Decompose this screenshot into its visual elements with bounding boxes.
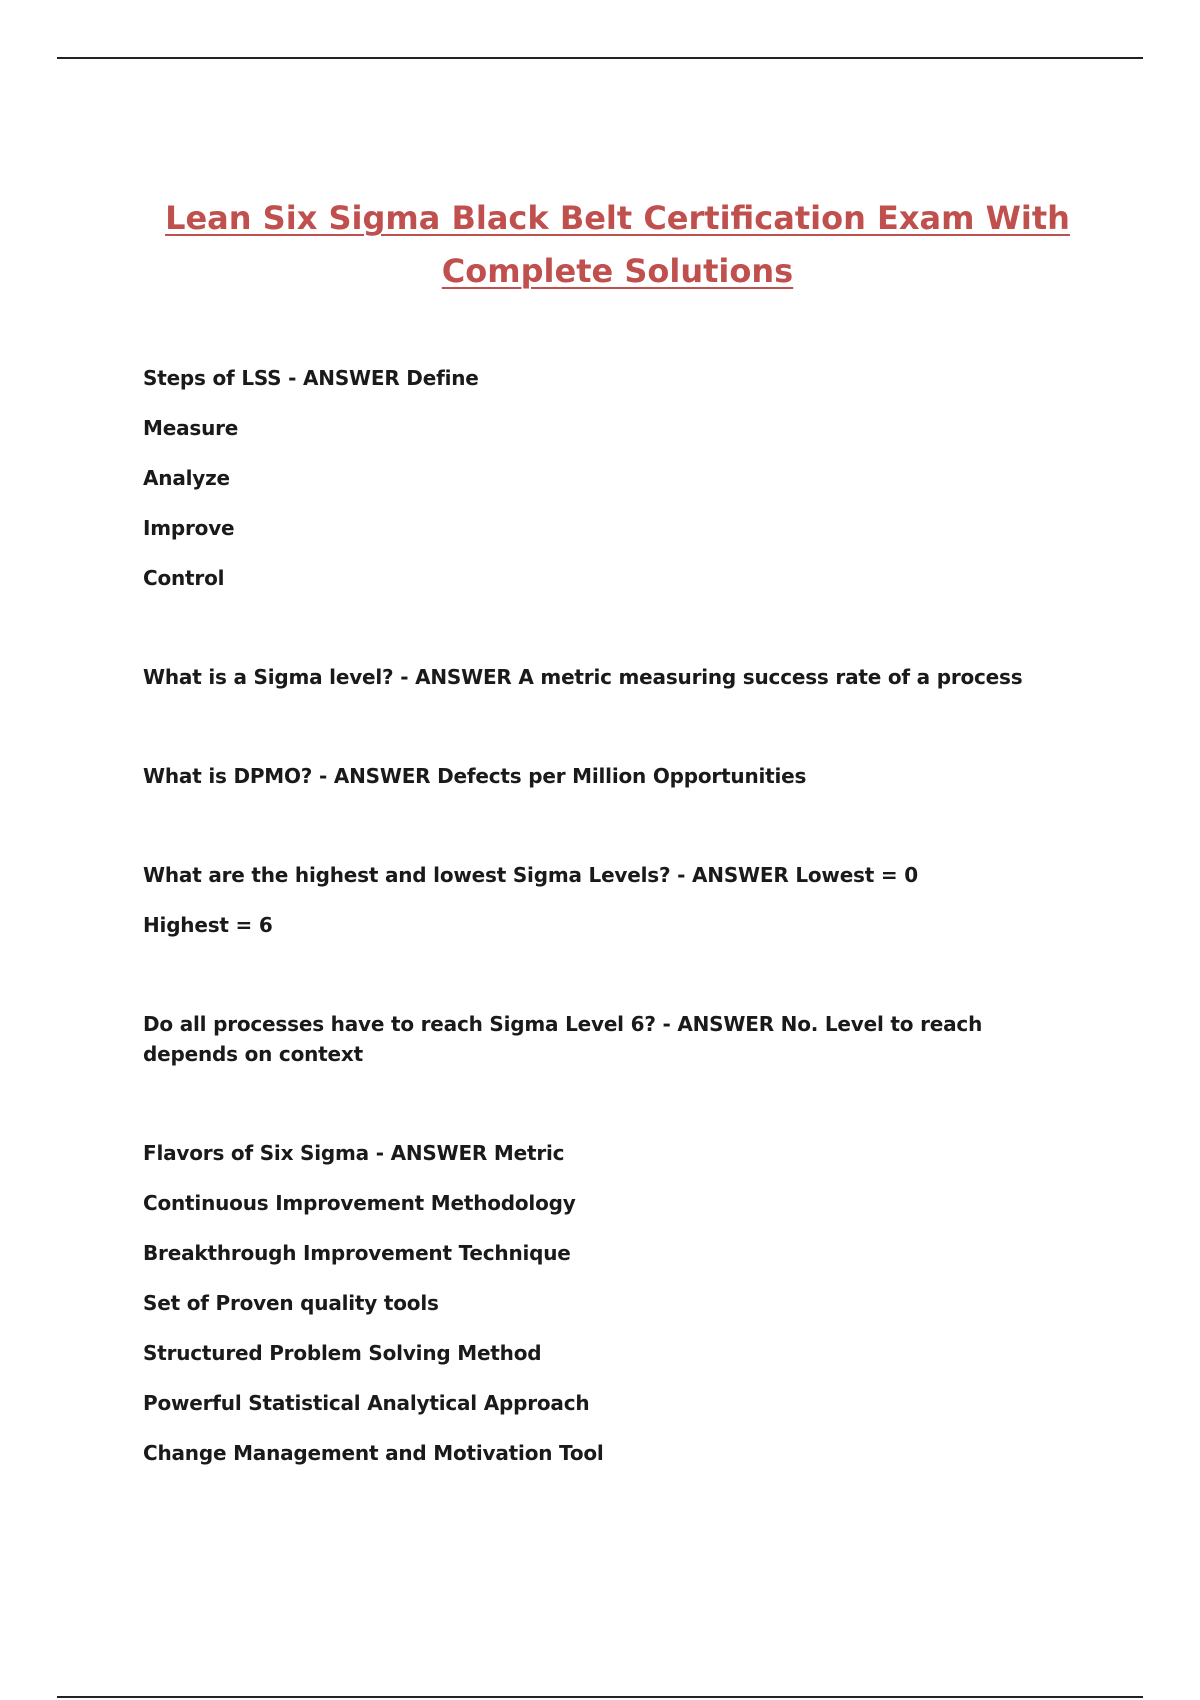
document-title: [120, 192, 1115, 298]
qa-level-six: Do all processes have to reach Sigma Level 6? - ANSWER No. Level to reach depends on context: [143, 1012, 983, 1066]
qa-steps-control: Control: [143, 566, 225, 590]
qa-flavors-breakthrough: Breakthrough Improvement Technique: [143, 1241, 571, 1265]
qa-sigma-level: What is a Sigma level? - ANSWER A metric measuring success rate of a process: [143, 665, 1023, 689]
title-line-2: Complete Solutions: [441, 252, 794, 290]
top-rule: [57, 57, 1143, 59]
qa-steps-improve: Improve: [143, 516, 235, 540]
qa-flavors-statistical: Powerful Statistical Analytical Approach: [143, 1391, 590, 1415]
qa-steps-analyze: Analyze: [143, 466, 230, 490]
qa-highest-value: Highest = 6: [143, 913, 273, 937]
qa-highest-lowest: What are the highest and lowest Sigma Levels? - ANSWER Lowest = 0: [143, 863, 918, 887]
qa-content: [143, 363, 1083, 1468]
qa-flavors-change-management: Change Management and Motivation Tool: [143, 1441, 604, 1465]
qa-flavors-tools: Set of Proven quality tools: [143, 1291, 439, 1315]
qa-dpmo: What is DPMO? - ANSWER Defects per Million Opportunities: [143, 764, 807, 788]
title-line-1: Lean Six Sigma Black Belt Certification Exam With: [165, 199, 1070, 237]
bottom-rule: [57, 1696, 1143, 1698]
qa-flavors-question: Flavors of Six Sigma - ANSWER Metric: [143, 1141, 565, 1165]
qa-flavors-problem-solving: Structured Problem Solving Method: [143, 1341, 542, 1365]
qa-steps-measure: Measure: [143, 416, 239, 440]
qa-flavors-continuous: Continuous Improvement Methodology: [143, 1191, 576, 1215]
qa-steps-question: Steps of LSS - ANSWER Define: [143, 366, 479, 390]
